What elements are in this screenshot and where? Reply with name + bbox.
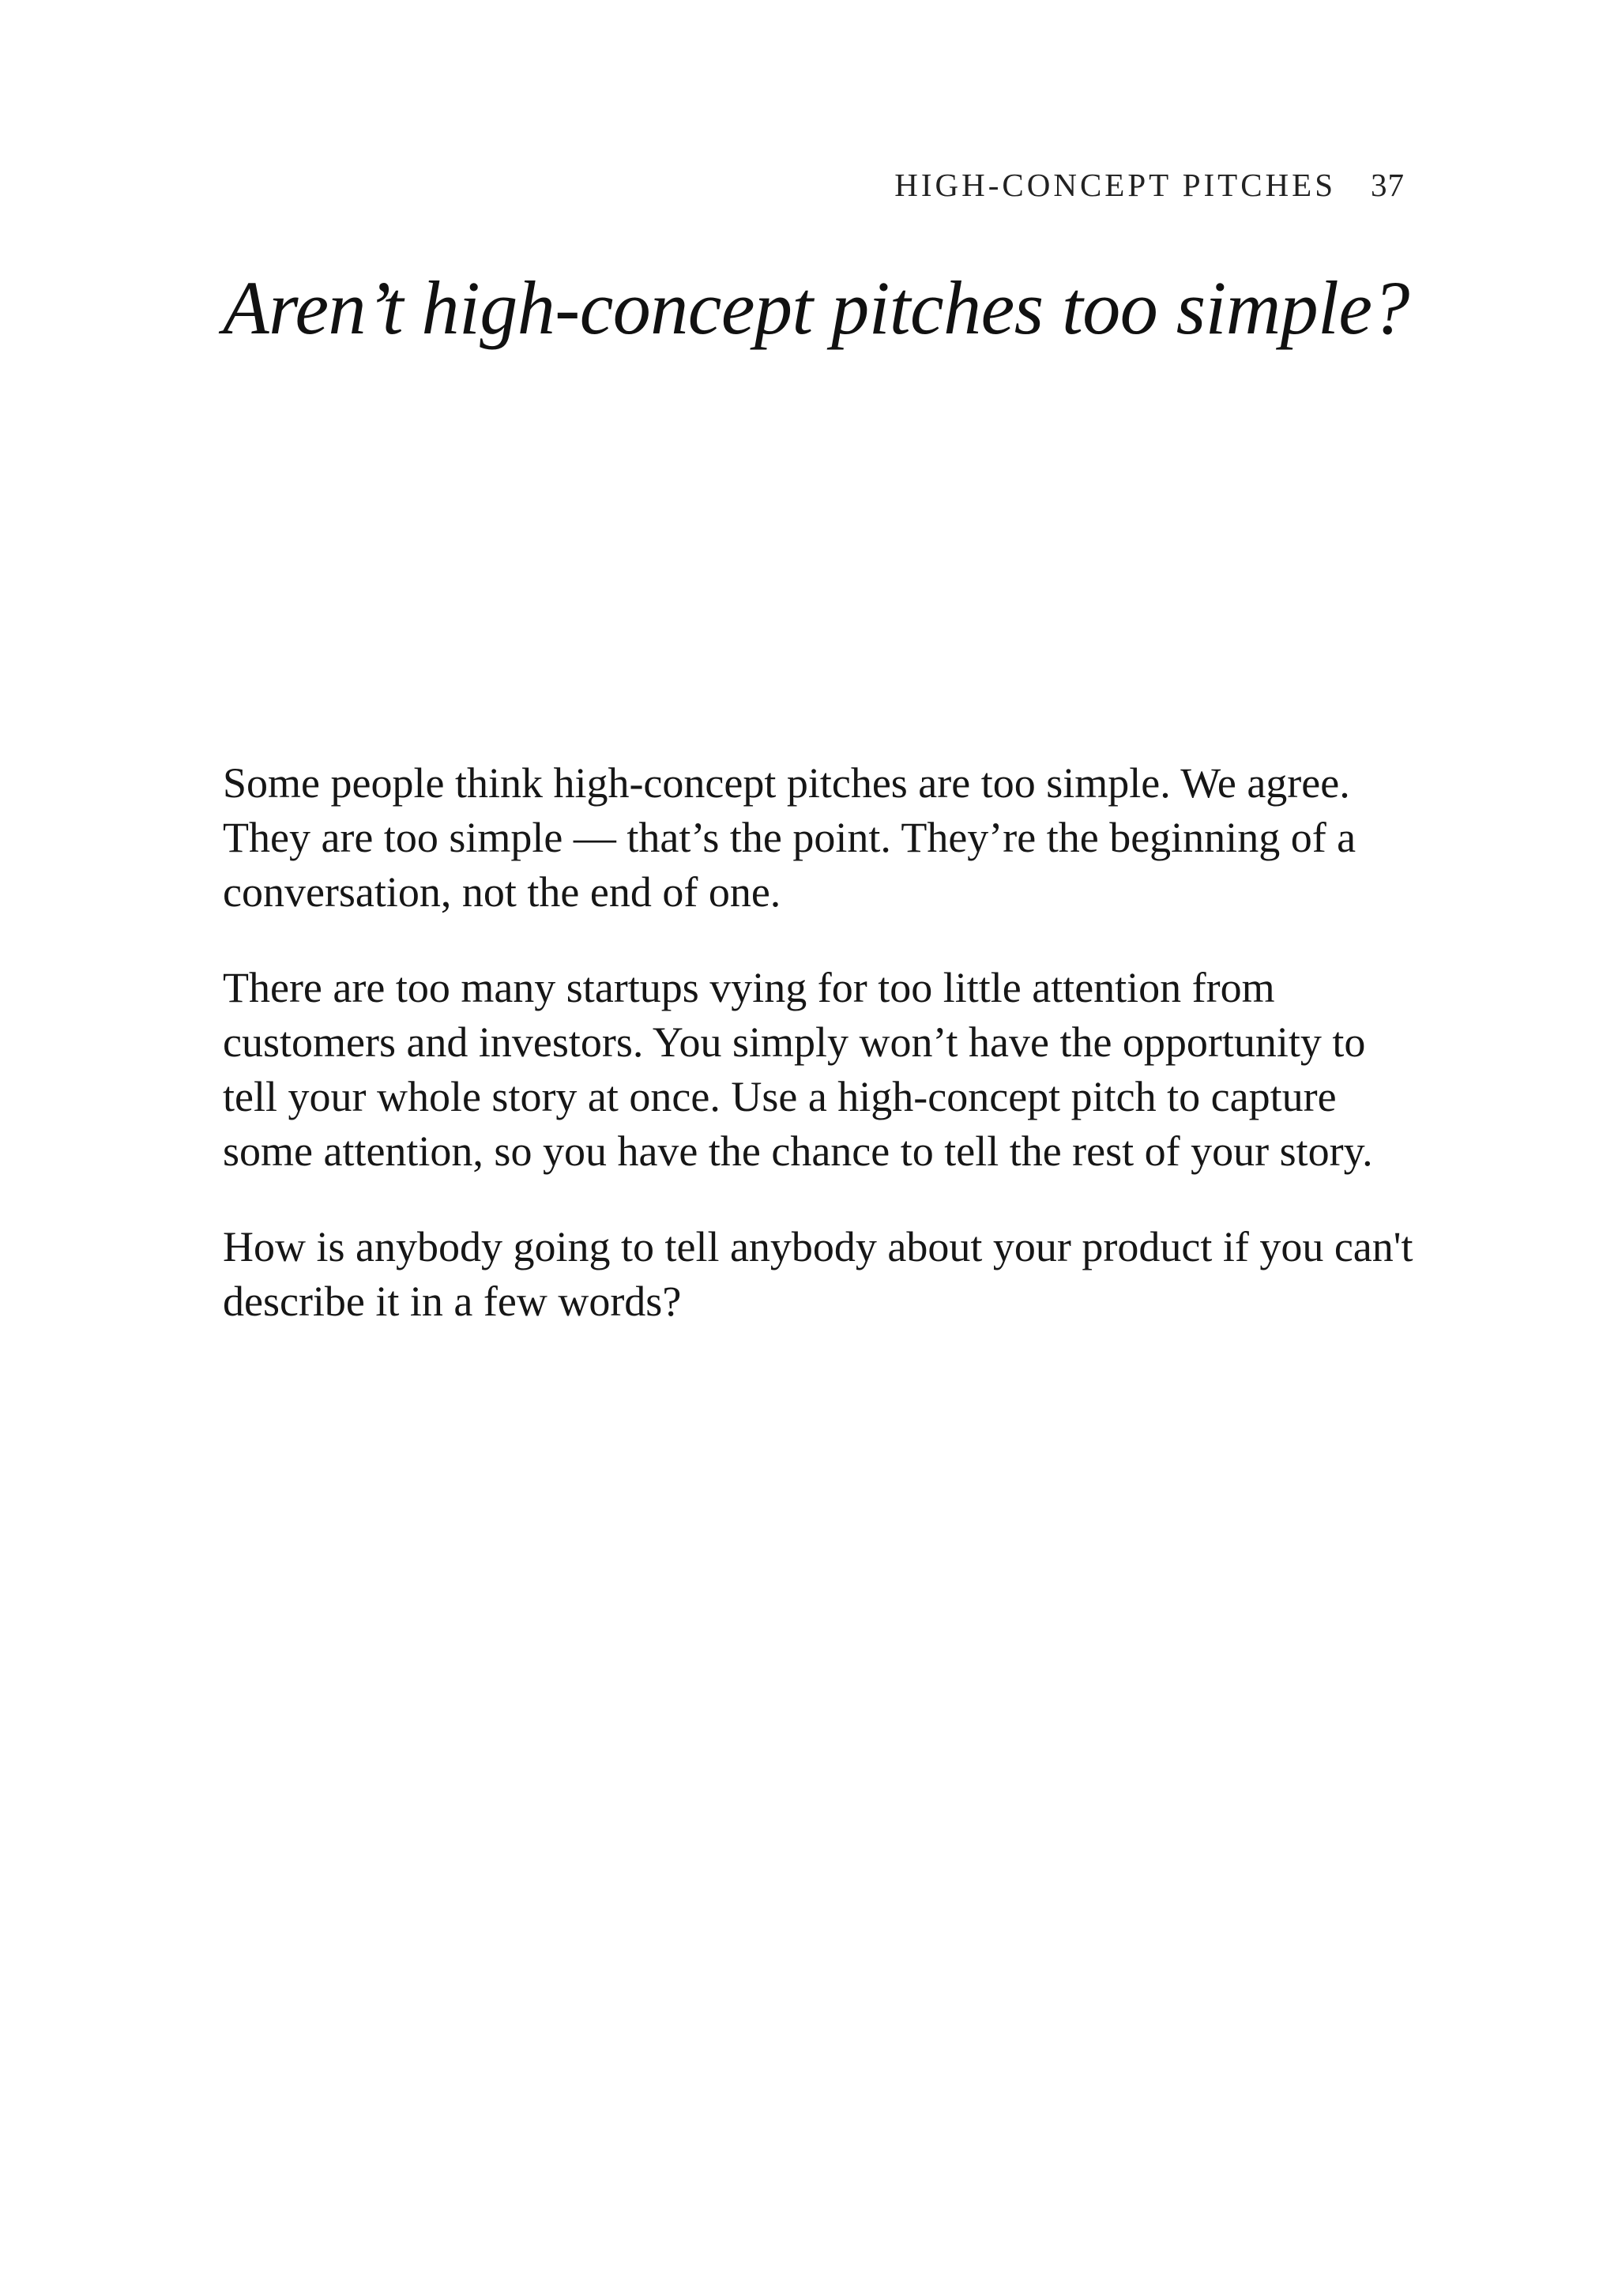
paragraph: There are too many startups vying for too little attention from customers and investors. You simply won’t have the opportunity to tell your whole story at once. Use a high-concept pitch to capture some attention, so you have the chance to tell the rest of your story. — [223, 964, 1373, 1175]
chapter-title: Aren’t high-concept pitches too simple? — [223, 265, 1409, 350]
running-header — [894, 169, 1405, 201]
running-header-section-title: HIGH-CONCEPT PITCHES — [894, 167, 1336, 203]
paragraph: How is anybody going to tell anybody about your product if you can't describe it in a few words? — [223, 1223, 1413, 1325]
body-text — [223, 756, 1424, 1370]
paragraph: Some people think high-concept pitches are too simple. We agree. They are too simple — that’s the point. They’re the beginning of a conversation, not the end of one. — [223, 759, 1356, 916]
page-number: 37 — [1371, 167, 1405, 203]
